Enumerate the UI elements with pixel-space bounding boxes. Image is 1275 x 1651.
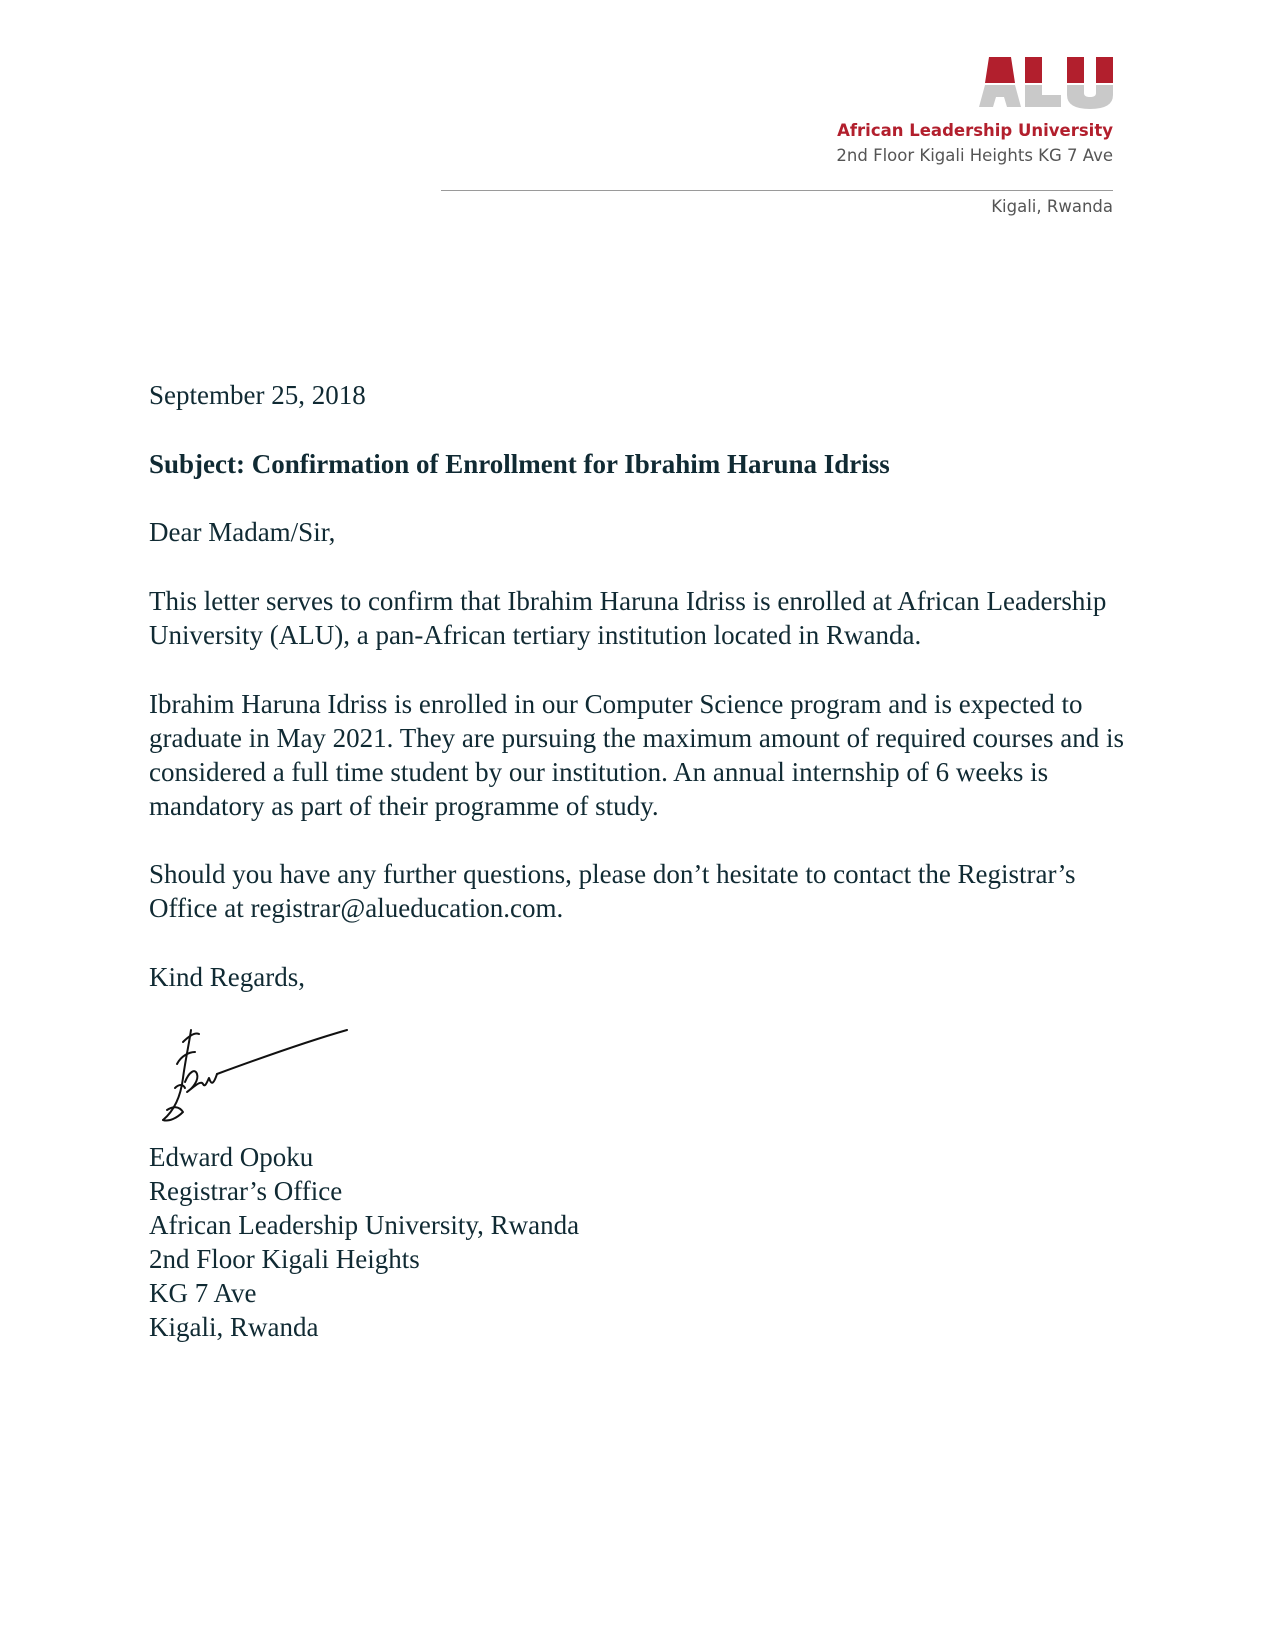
org-name: African Leadership University (837, 121, 1113, 140)
org-address-line1: 2nd Floor Kigali Heights KG 7 Ave (836, 146, 1113, 165)
salutation: Dear Madam/Sir, (149, 517, 336, 547)
body-paragraph-1: This letter serves to confirm that Ibrahim Haruna Idriss is enrolled at African Leadership University (ALU), a pan-African tertiary institution located in Rwanda. (149, 586, 1107, 650)
alu-logo (963, 55, 1113, 111)
closing: Kind Regards, (149, 962, 305, 992)
signatory-address-line2: KG 7 Ave (149, 1278, 257, 1308)
body-paragraph-2: Ibrahim Haruna Idriss is enrolled in our Computer Science program and is expected to graduate in May 2021. They are pursuing the maximum amount of required courses and is considered a full time student by our institution. An annual internship of 6 weeks is mandatory as part of their programme of study. (149, 689, 1125, 821)
letter-date: September 25, 2018 (149, 380, 366, 410)
signatory-office: Registrar’s Office (149, 1176, 343, 1206)
letterhead-divider (441, 190, 1113, 191)
letter-subject: Subject: Confirmation of Enrollment for Ibrahim Haruna Idriss (149, 449, 890, 479)
signatory-institution: African Leadership University, Rwanda (149, 1210, 580, 1240)
signatory-address-line1: 2nd Floor Kigali Heights (149, 1244, 420, 1274)
signatory-address-line3: Kigali, Rwanda (149, 1312, 319, 1342)
signatory-block (149, 1140, 579, 1344)
handwritten-signature (155, 1022, 365, 1130)
body-paragraph-3: Should you have any further questions, please don’t hesitate to contact the Registrar’s Office at registrar@alueducation.com. (149, 859, 1076, 923)
signatory-name: Edward Opoku (149, 1142, 314, 1172)
org-address-line2: Kigali, Rwanda (991, 197, 1113, 216)
